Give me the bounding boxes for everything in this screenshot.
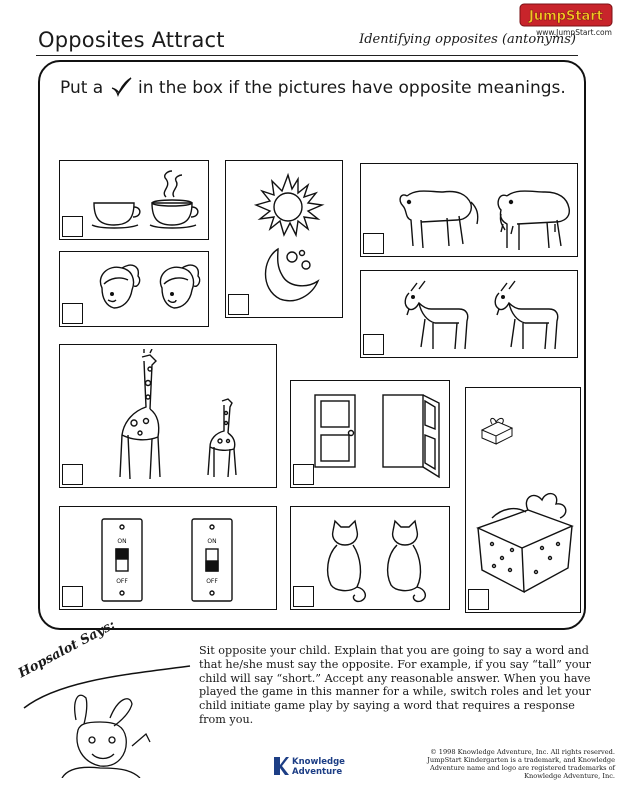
instructions — [60, 76, 580, 100]
answer-checkbox-switches[interactable] — [62, 586, 83, 607]
pair-box-girls — [59, 251, 209, 327]
answer-checkbox-dogs[interactable] — [363, 233, 384, 254]
brand-url: www.JumpStart.com — [536, 28, 612, 37]
hopsalot-rabbit-icon — [20, 650, 196, 778]
switch-on-label: ON — [207, 538, 217, 545]
cat-icon — [319, 517, 449, 605]
switch-off-label: OFF — [206, 578, 218, 585]
answer-checkbox-giraffes[interactable] — [62, 464, 83, 485]
answer-checkbox-girls[interactable] — [62, 303, 83, 324]
instructions-after: in the box if the pictures have opposite meanings. — [138, 78, 566, 98]
girl-icon — [86, 258, 206, 322]
sun-icon — [248, 171, 328, 241]
answer-checkbox-doors[interactable] — [293, 464, 314, 485]
giraffe-icon — [104, 349, 274, 485]
pair-box-sun-moon — [225, 160, 343, 318]
door-icon — [307, 389, 447, 483]
switch-icon — [96, 515, 266, 605]
knowledge-adventure-logo-icon — [272, 755, 290, 777]
switch-on-label: ON — [117, 538, 127, 545]
pair-box-switches — [59, 506, 277, 610]
dog-icon — [387, 174, 577, 254]
publisher-name-line1: Knowledge — [292, 757, 345, 767]
brand-name: JumpStart — [529, 9, 603, 24]
switch-off-label: OFF — [116, 578, 128, 585]
moon-icon — [258, 245, 322, 307]
jumpstart-logo — [518, 2, 614, 38]
answer-checkbox-cats[interactable] — [293, 586, 314, 607]
parent-tip: Sit opposite your child. Explain that you are going to say a word and that he/she must say the opposite. For example, if you say “tall” your child will say “short.” Accept any reasonable answer. When you have played the game in this manner for a while, switch roles and let your child initiate game play by saying a word that requires a response from you. — [199, 644, 592, 726]
cup-icon — [86, 167, 206, 235]
answer-checkbox-gifts[interactable] — [468, 589, 489, 610]
header-rule — [36, 55, 578, 56]
pair-box-gifts — [465, 387, 581, 613]
publisher-name-line2: Adventure — [292, 767, 343, 777]
pair-box-cats — [290, 506, 450, 610]
pair-box-giraffes — [59, 344, 277, 488]
goat-icon — [397, 279, 577, 357]
hopsalot-heading: Hopsalot Says: — [16, 617, 118, 682]
instructions-before: Put a — [60, 78, 104, 98]
answer-checkbox-goats[interactable] — [363, 334, 384, 355]
large-gift-icon — [472, 488, 580, 598]
pair-box-dogs — [360, 163, 578, 257]
small-gift-icon — [478, 416, 518, 446]
pair-box-doors — [290, 380, 450, 488]
pair-box-cups — [59, 160, 209, 240]
checkmark-icon — [109, 77, 133, 97]
answer-checkbox-sun-moon[interactable] — [228, 294, 249, 315]
page-subtitle: Identifying opposites (antonyms) — [359, 32, 576, 47]
copyright-notice: © 1998 Knowledge Adventure, Inc. All rights reserved. JumpStart Kindergarten is a trademark, and Knowledge Adventure name and logo are registered trademarks of Knowledge Adventure, Inc. — [427, 748, 615, 780]
pair-box-goats — [360, 270, 578, 358]
publisher-name — [292, 757, 345, 777]
page-title: Opposites Attract — [38, 28, 225, 52]
answer-checkbox-cups[interactable] — [62, 216, 83, 237]
